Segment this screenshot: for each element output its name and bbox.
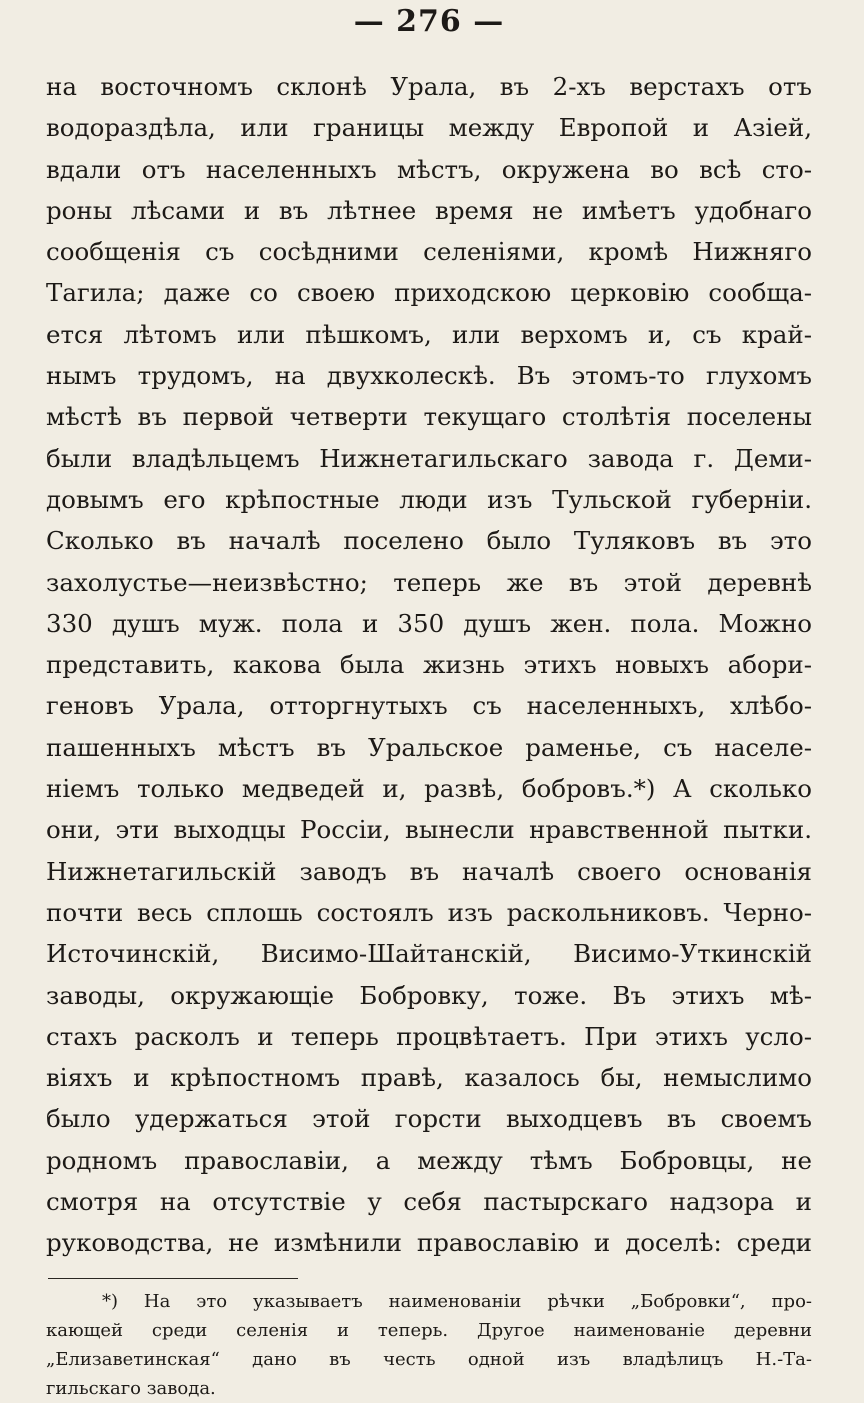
text-line: родномъ православіи, а между тѣмъ Бобровцы, не xyxy=(46,1145,812,1175)
text-line: руководства, не измѣнили православію и доселѣ: среди xyxy=(46,1228,812,1258)
text-line: довымъ его крѣпостные люди изъ Тульской губерніи. xyxy=(46,484,812,514)
footnote-line: *) На это указываетъ наименованіи рѣчки „Бобровки“, про- xyxy=(102,1290,812,1312)
text-line: заводы, окружающіе Бобровку, тоже. Въ этихъ мѣ- xyxy=(46,980,812,1010)
text-line: было удержаться этой горсти выходцевъ въ своемъ xyxy=(46,1104,812,1134)
text-line: пашенныхъ мѣстъ въ Уральское раменье, съ населе- xyxy=(46,732,812,762)
text-line: Источинскій, Висимо-Шайтанскій, Висимо-Уткинскій xyxy=(46,939,812,969)
footnote-divider xyxy=(48,1278,298,1279)
text-line: віяхъ и крѣпостномъ правѣ, казалось бы, немыслимо xyxy=(46,1063,812,1093)
text-line: мѣстѣ въ первой четверти текущаго столѣтія поселены xyxy=(46,402,812,432)
page-number: — 276 — xyxy=(353,4,505,39)
text-line: представить, какова была жизнь этихъ новыхъ абори- xyxy=(46,650,812,680)
body-text xyxy=(46,66,812,1264)
text-line: были владѣльцемъ Нижнетагильскаго завода г. Деми- xyxy=(46,443,812,473)
text-line: смотря на отсутствіе у себя пастырскаго надзора и xyxy=(46,1187,812,1217)
text-line: ется лѣтомъ или пѣшкомъ, или верхомъ и, съ край- xyxy=(46,319,812,349)
text-line: Сколько въ началѣ поселено было Туляковъ въ это xyxy=(46,526,812,556)
text-line: они, эти выходцы Россіи, вынесли нравственной пытки. xyxy=(46,815,812,845)
footnote-line: „Елизаветинская“ дано въ честь одной изъ владѣлицъ Н.-Та- xyxy=(46,1348,812,1370)
text-line: роны лѣсами и въ лѣтнее время не имѣетъ удобнаго xyxy=(46,195,812,225)
footnote-line: гильскаго завода. xyxy=(46,1377,216,1399)
text-line: сообщенія съ сосѣдними селеніями, кромѣ Нижняго xyxy=(46,237,812,267)
text-line: почти весь сплошь состоялъ изъ раскольниковъ. Черно- xyxy=(46,897,812,927)
footnote-line: кающей среди селенія и теперь. Другое наименованіе деревни xyxy=(46,1319,812,1341)
text-line: захолустье—неизвѣстно; теперь же въ этой деревнѣ xyxy=(46,567,812,597)
text-line: стахъ расколъ и теперь процвѣтаетъ. При этихъ усло- xyxy=(46,1021,812,1051)
text-line: на восточномъ склонѣ Урала, въ 2-хъ верстахъ отъ xyxy=(46,72,812,101)
footnote xyxy=(46,1287,812,1403)
text-line: вдали отъ населенныхъ мѣстъ, окружена во всѣ сто- xyxy=(46,154,812,184)
text-line: геновъ Урала, отторгнутыхъ съ населенныхъ, хлѣбо- xyxy=(46,691,812,721)
text-line: ніемъ только медведей и, развѣ, бобровъ.*) А сколько xyxy=(46,774,812,804)
text-line: нымъ трудомъ, на двухколескѣ. Въ этомъ-то глухомъ xyxy=(46,361,812,391)
text-line: водораздѣла, или границы между Европой и Азіей, xyxy=(46,113,812,143)
text-line: Нижнетагильскій заводъ въ началѣ своего основанія xyxy=(46,856,812,886)
text-line: 330 душъ муж. пола и 350 душъ жен. пола. Можно xyxy=(46,608,812,638)
text-line: Тагила; даже со своею приходскою церковію сообща- xyxy=(46,278,812,308)
